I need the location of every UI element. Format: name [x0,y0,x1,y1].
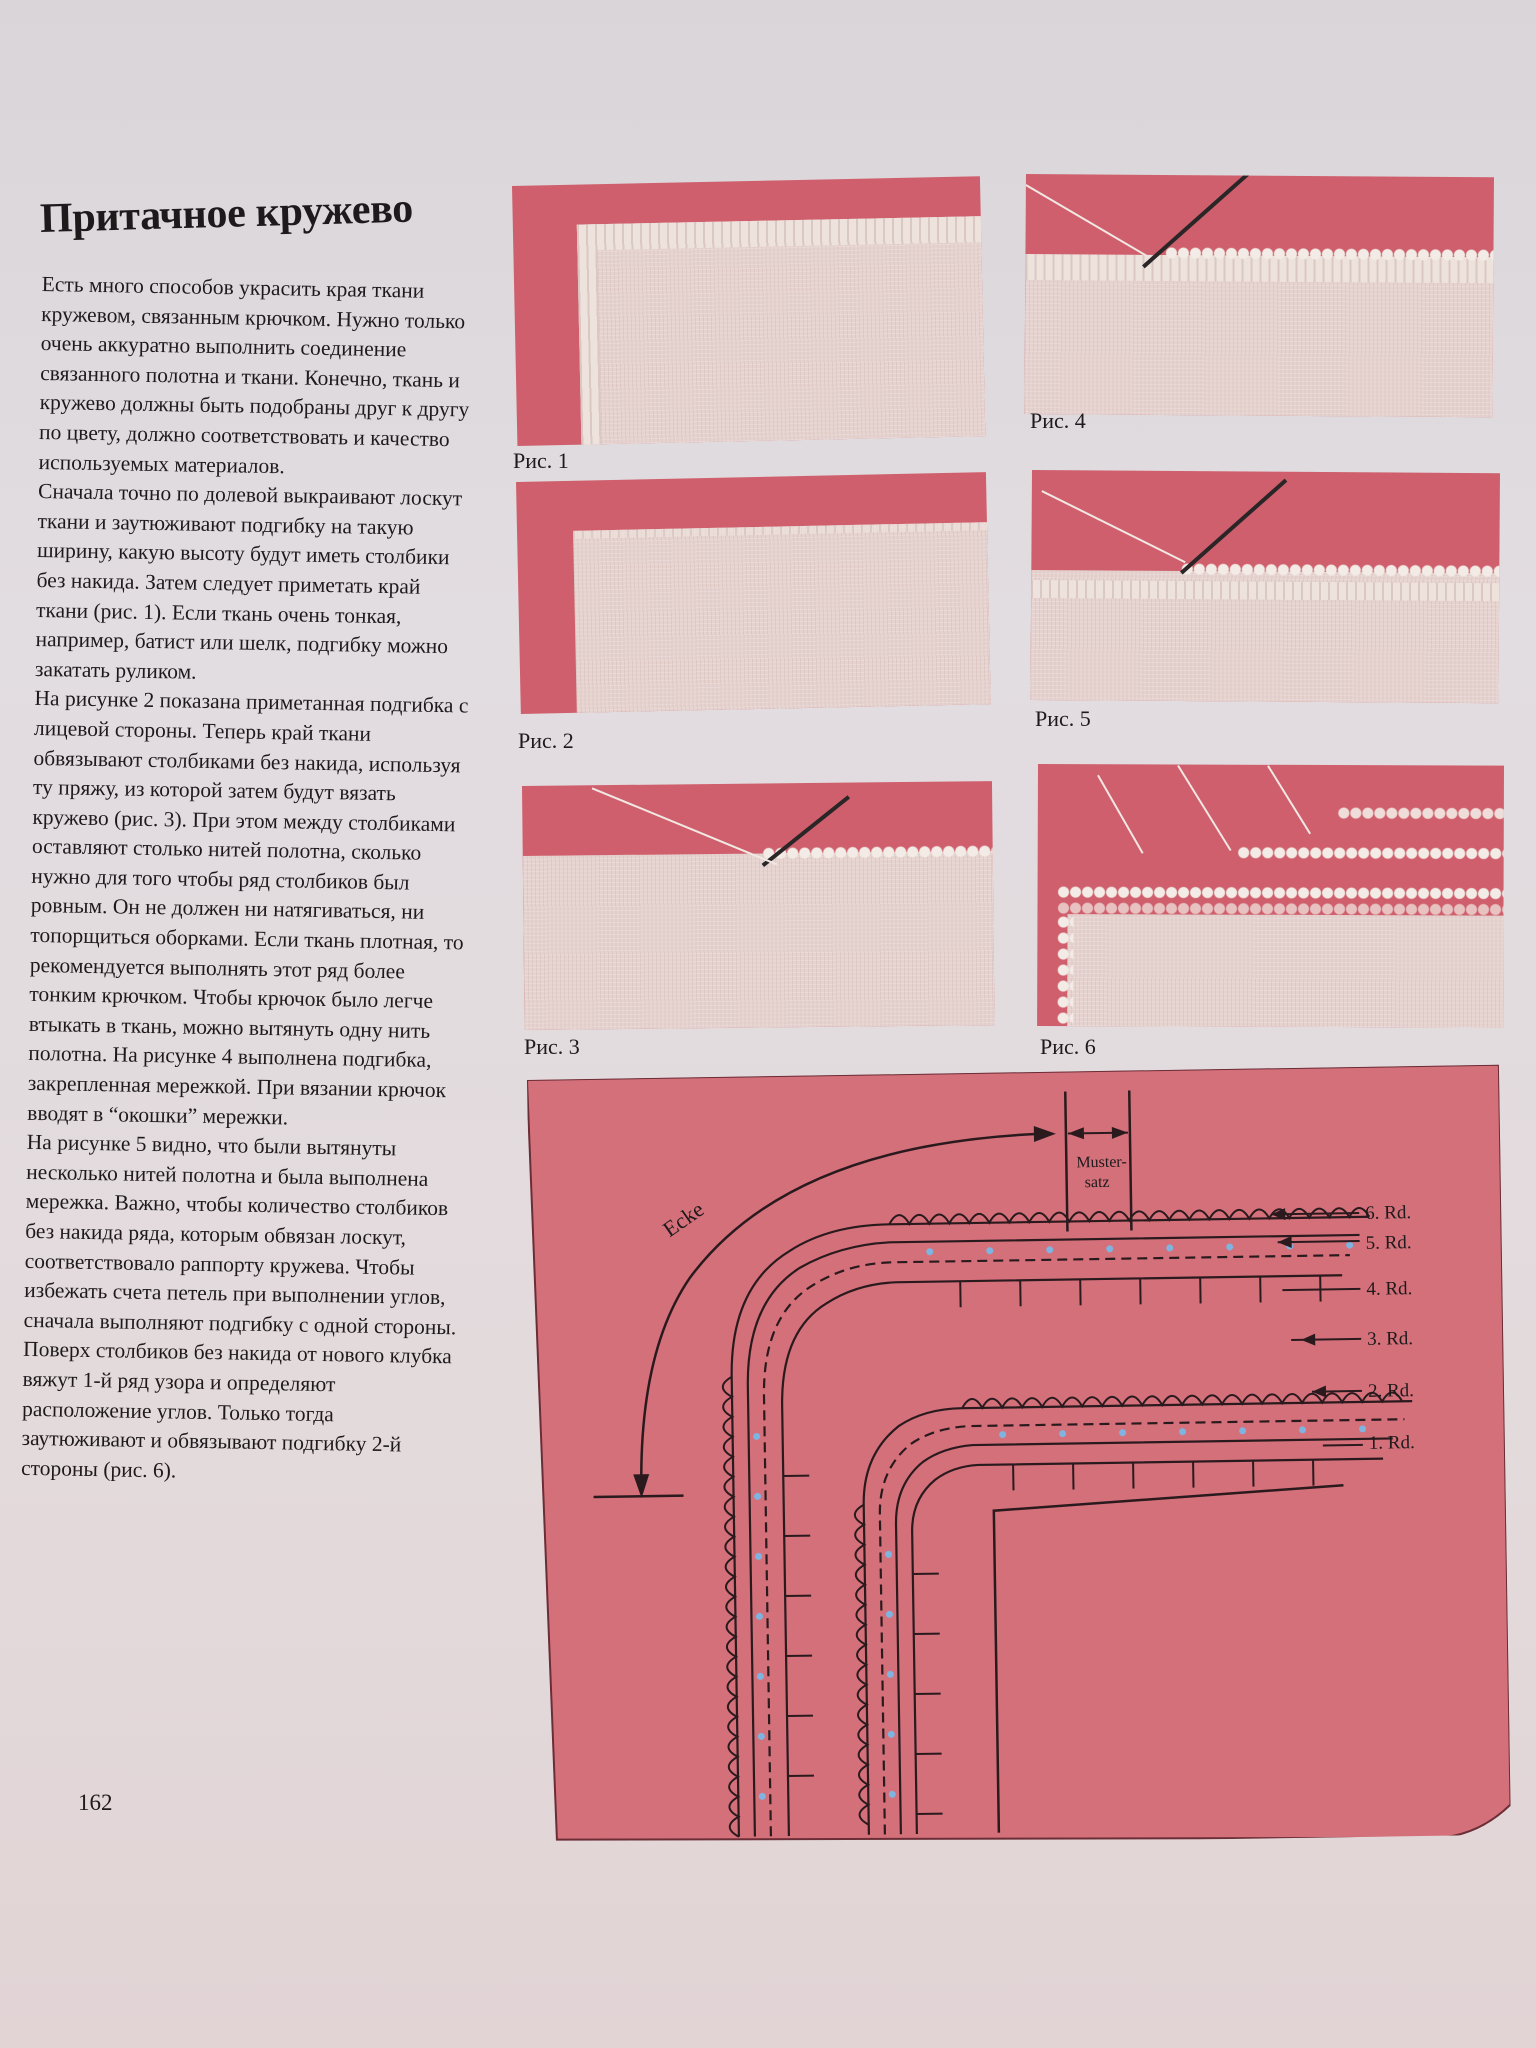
crochet-chart [527,1065,1511,1850]
caption-fig-3: Рис. 3 [524,1034,580,1059]
label-row-6: 6. Rd. [1365,1202,1412,1224]
paragraph: На рисунке 5 видно, что были вытянуты несколько нитей полотна и была выполнена мережка. Важно, чтобы количество столбиков без накида ряда, которым обвязан лоскут, соответствовало раппорту кружева. Чтобы избежать счета петель при выполнении углов, сначала выполняют подгибку с одной стороны. Поверх столбиков без накида от нового клубка вяжут 1-й ряд узора и определяют расположение углов. Только тогда заутюживают и обвязывают подгибку 2-й стороны (рис. 6). [20,1130,457,1483]
label-row-1: 1. Rd. [1368,1432,1415,1454]
photo-6 [1037,764,1504,1028]
label-row-2: 2. Rd. [1367,1380,1415,1402]
photo-2 [516,472,991,714]
label-row-5: 5. Rd. [1365,1232,1412,1254]
page-title: Притачное кружево [39,185,414,242]
paragraph: Сначала точно по долевой выкраивают лоскут ткани и заутюживают подгибку на такую ширину, какую высоту будут иметь столбики без накида. Затем следует приметать край ткани (рис. 1). Если ткань очень тонкая, например, батист или шелк, подгибку можно закатать руликом. [34,479,463,684]
label-corner: Ecke [658,1196,709,1242]
chart-background [527,1065,1511,1850]
caption-fig-6: Рис. 6 [1040,1034,1096,1059]
caption-fig-4: Рис. 4 [1030,408,1086,433]
photo-4 [1024,174,1494,417]
photo-3 [522,781,995,1030]
label-row-3: 3. Rd. [1367,1328,1414,1350]
caption-fig-2: Рис. 2 [518,728,574,753]
caption-fig-5: Рис. 5 [1035,706,1091,731]
paragraph: На рисунке 2 показана приметанная подгибка с лицевой стороны. Теперь край ткани обвязывают столбиками без накида, используя ту пряжу, из которой затем будут вязать кружево (рис. 3). При этом между столбиками оставляют столько нитей полотна, сколько нужно для того чтобы ряд столбиков был ровным. Он не должен ни натягиваться, ни топорщиться оборками. Если ткань плотная, то рекомендуется выполнять этот ряд более тонким крючком. Чтобы крючок было легче втыкать в ткань, можно вытянуть одну нить полотна. На рисунке 4 выполнена подгибка, закрепленная мережкой. При вязании крючок вводят в “окошки” мережки. [27,686,469,1130]
label-repeat-1: Muster- [1076,1153,1127,1172]
caption-fig-1: Рис. 1 [513,448,569,473]
photo-1 [512,176,985,446]
body-text [21,270,482,1491]
photo-5 [1030,470,1500,703]
label-repeat-2: satz [1084,1173,1110,1192]
label-row-4: 4. Rd. [1366,1278,1413,1300]
page-number: 162 [78,1790,113,1815]
paragraph: Есть много способов украсить края ткани кружевом, связанным крючком. Нужно только очень аккуратно выполнить соединение связанного полотна и ткани. Конечно, ткань и кружево должны быть подобраны друг к другу по цвету, должно соответствовать и качество используемых материалов. [38,271,470,478]
